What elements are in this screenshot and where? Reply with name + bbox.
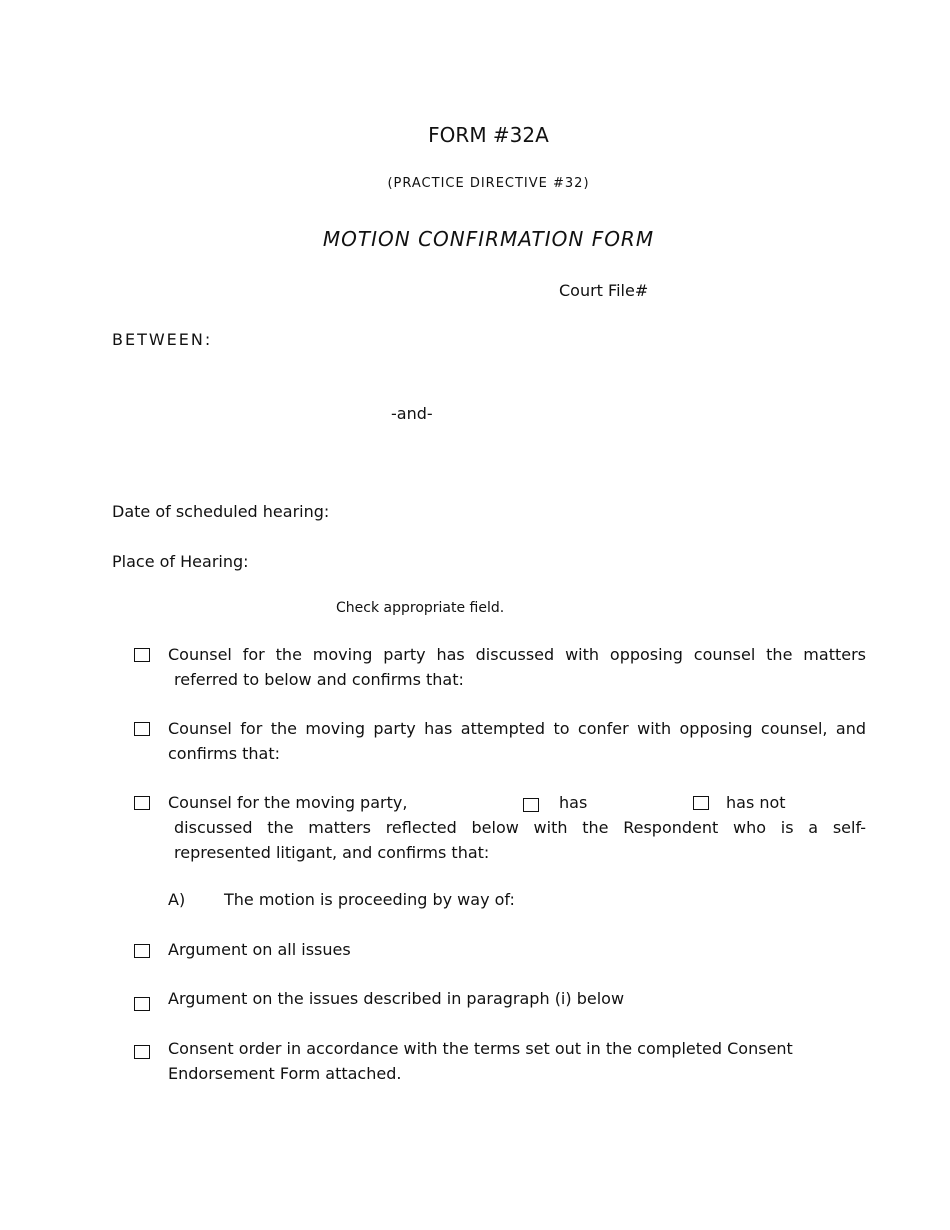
attempted-line-2: confirms that: [168,743,280,763]
and-label: -and- [391,404,433,423]
court-file-label: Court File# [559,281,649,300]
discussed-line-1: Counsel for the moving party has discussed with opposing counsel the matters [168,645,866,664]
hearing-date-label: Date of scheduled hearing: [112,502,330,521]
discussed-checkbox[interactable] [134,648,150,662]
self-represented-checkbox[interactable] [134,796,150,810]
all-issues-label: Argument on all issues [168,940,351,959]
self-represented-option-text [174,816,866,865]
all-issues-checkbox[interactable] [134,944,150,958]
self-represented-intro: Counsel for the moving party, [168,793,408,812]
has-checkbox[interactable] [523,798,539,812]
self-represented-line-2: discussed the matters reflected below with the Respondent who is a self- [174,818,866,837]
section-a-marker: A) [168,890,186,909]
consent-order-checkbox[interactable] [134,1045,150,1059]
hearing-place-label: Place of Hearing: [112,552,249,571]
between-label: BETWEEN: [112,330,213,349]
has-not-checkbox[interactable] [693,796,709,810]
form-title: MOTION CONFIRMATION FORM [322,227,655,251]
discussed-option-text [168,643,866,692]
check-instruction: Check appropriate field. [336,600,505,616]
attempted-checkbox[interactable] [134,722,150,736]
practice-directive: (PRACTICE DIRECTIVE #32) [387,176,590,191]
described-issues-checkbox[interactable] [134,997,150,1011]
consent-order-text [168,1037,868,1086]
has-label: has [559,793,588,812]
consent-line-1: Consent order in accordance with the terms set out in the completed Consent [168,1039,793,1058]
section-a-text: The motion is proceeding by way of: [224,890,515,909]
form-number: FORM #32A [428,123,549,147]
attempted-option-text [168,717,866,766]
discussed-line-2: referred to below and confirms that: [174,669,464,689]
consent-line-2: Endorsement Form attached. [168,1063,402,1083]
described-issues-label: Argument on the issues described in paragraph (i) below [168,989,625,1008]
self-represented-line-3: represented litigant, and confirms that: [174,842,490,862]
has-not-label: has not [726,793,786,812]
attempted-line-1: Counsel for the moving party has attempted to confer with opposing counsel, and [168,719,866,738]
